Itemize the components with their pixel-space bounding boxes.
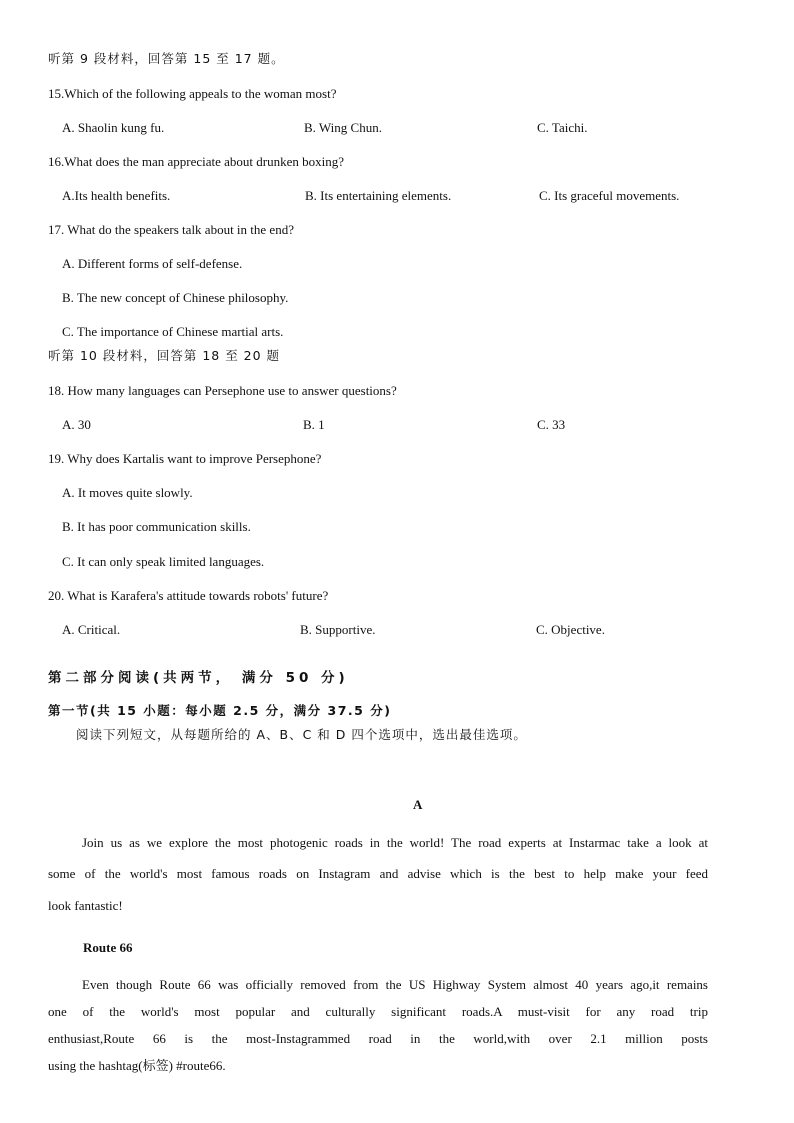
question-20-option-c: C. Objective. [536,622,605,637]
route-66-line-4: using the hashtag(标签) #route66. [48,1058,226,1073]
question-16-option-b: B. Its entertaining elements. [305,188,452,203]
route-66-line-1: Even though Route 66 was officially removed from the US Highway System almost 40 years ago,it remains [82,977,708,992]
passage-intro-line-1: Join us as we explore the most photogenic roads in the world! The road experts at Instarmac take a look at [82,835,708,850]
question-18-stem: 18. How many languages can Persephone use to answer questions? [48,383,397,398]
question-20-option-a: A. Critical. [62,622,121,637]
route-66-line-3: enthusiast,Route 66 is the most-Instagrammed road in the world,with over 2.1 million posts [48,1031,708,1046]
question-15-stem: 15.Which of the following appeals to the woman most? [48,86,337,101]
route-66-line-2: one of the world's most popular and culturally significant roads.A must-visit for any road trip [48,1004,708,1019]
passage-label: A [413,797,423,812]
question-17-option-c: C. The importance of Chinese martial arts. [62,324,284,339]
question-19-stem: 19. Why does Kartalis want to improve Persephone? [48,451,322,466]
route-66-heading: Route 66 [83,940,133,955]
reading-instruction: 阅读下列短文，从每题所给的 A、B、C 和 D 四个选项中，选出最佳选项。 [76,727,527,742]
question-15-option-a: A. Shaolin kung fu. [62,120,165,135]
question-18-option-c: C. 33 [537,417,566,432]
question-18-option-a: A. 30 [62,417,91,432]
question-20-stem: 20. What is Karafera's attitude towards robots' future? [48,588,329,603]
section1-header: 第一节(共 15 小题：每小题 2.5 分，满分 37.5 分) [48,703,392,718]
passage-intro-line-2: some of the world's most famous roads on Instagram and advise which is the best to help make your feed [48,866,708,881]
part2-header: 第二部分阅读(共两节， 满分 50 分) [48,670,349,686]
question-16-stem: 16.What does the man appreciate about drunken boxing? [48,154,345,169]
question-15-option-b: B. Wing Chun. [304,120,382,135]
section10-header: 听第 10 段材料，回答第 18 至 20 题 [48,348,281,363]
question-17-option-b: B. The new concept of Chinese philosophy. [62,290,289,305]
question-17-option-a: A. Different forms of self-defense. [62,256,243,271]
question-18-option-b: B. 1 [303,417,325,432]
question-16-option-a: A.Its health benefits. [62,188,171,203]
question-15-option-c: C. Taichi. [537,120,588,135]
question-16-option-c: C. Its graceful movements. [539,188,680,203]
question-20-option-b: B. Supportive. [300,622,376,637]
section9-header: 听第 9 段材料，回答第 15 至 17 题。 [48,51,285,66]
question-19-option-b: B. It has poor communication skills. [62,519,251,534]
question-19-option-c: C. It can only speak limited languages. [62,554,265,569]
question-17-stem: 17. What do the speakers talk about in the end? [48,222,294,237]
question-19-option-a: A. It moves quite slowly. [62,485,193,500]
passage-intro-line-3: look fantastic! [48,898,123,913]
